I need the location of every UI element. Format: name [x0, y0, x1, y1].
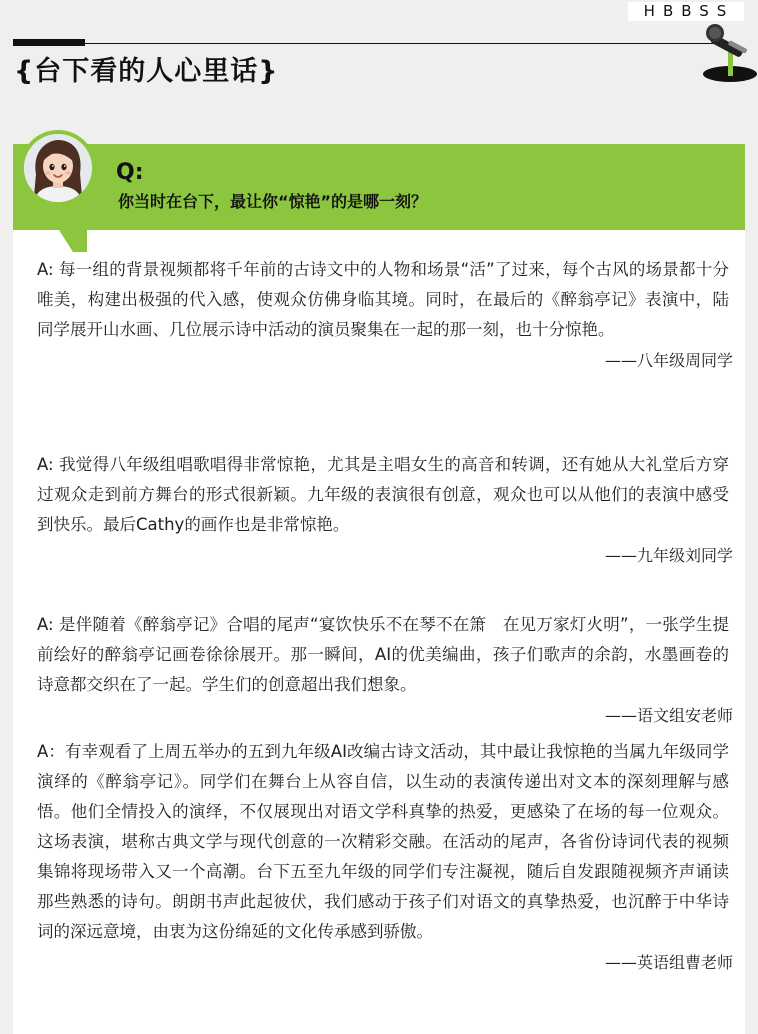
- question-banner: [13, 144, 745, 230]
- avatar: [24, 134, 92, 202]
- answer-signature: ——八年级周同学: [604, 351, 733, 370]
- answer-text: A: 是伴随着《醉翁亭记》合唱的尾声“宴饮快乐不在琴不在箫 在见万家灯火明”，一张学生提前绘好的醉翁亭记画卷徐徐展开。那一瞬间，AI的优美编曲，孩子们歌声的余韵，水墨画卷的诗意都交织在了一起。学生们的创意超出我们想象。: [37, 615, 729, 694]
- question-text: 你当时在台下，最让你“惊艳”的是哪一刻？: [118, 192, 428, 211]
- page-title: {台下看的人心里话}: [14, 56, 279, 87]
- header-divider: [85, 43, 718, 44]
- avatar-ring: [20, 130, 96, 206]
- qa-card: [13, 144, 745, 1034]
- answer-text: A: 我觉得八年级组唱歌唱得非常惊艳，尤其是主唱女生的高音和转调，还有她从大礼堂后方穿过观众走到前方舞台的形式很新颖。九年级的表演很有创意，观众也可以从他们的表演中感受到快乐。最后Cathy的画作也是非常惊艳。: [37, 455, 729, 534]
- girl-avatar-icon: [24, 134, 92, 202]
- answer-block: [37, 450, 733, 571]
- header-accent-bar: [13, 39, 85, 46]
- speech-bubble-tail: [59, 230, 73, 252]
- answer-block: [37, 737, 733, 978]
- answer-signature: ——英语组曹老师: [604, 953, 733, 972]
- microphone-icon: [700, 22, 758, 84]
- answer-signature: ——语文组安老师: [604, 706, 733, 725]
- answer-block: [37, 255, 733, 376]
- brand-label: HBBSS: [628, 2, 744, 21]
- answer-signature: ——九年级刘同学: [604, 546, 733, 565]
- answer-block: [37, 610, 733, 731]
- answer-text: A：有幸观看了上周五举办的五到九年级AI改编古诗文活动，其中最让我惊艳的当属九年级同学演绎的《醉翁亭记》。同学们在舞台上从容自信，以生动的表演传递出对文本的深刻理解与感悟。他们全情投入的演绎，不仅展现出对语文学科真挚的热爱，更感染了在场的每一位观众。这场表演，堪称古典文学与现代创意的一次精彩交融。在活动的尾声，各省份诗词代表的视频集锦将现场带入又一个高潮。台下五至九年级的同学们专注凝视，随后自发跟随视频齐声诵读那些熟悉的诗句。朗朗书声此起彼伏，我们感动于孩子们对语文的真挚热爱，也沉醉于中华诗词的深远意境，由衷为这份绵延的文化传承感到骄傲。: [37, 742, 729, 941]
- question-label: Q:: [116, 160, 144, 185]
- answer-text: A: 每一组的背景视频都将千年前的古诗文中的人物和场景“活”了过来，每个古风的场景都十分唯美，构建出极强的代入感，使观众仿佛身临其境。同时，在最后的《醉翁亭记》表演中，陆同学展开山水画、几位展示诗中活动的演员聚集在一起的那一刻，也十分惊艳。: [37, 260, 729, 339]
